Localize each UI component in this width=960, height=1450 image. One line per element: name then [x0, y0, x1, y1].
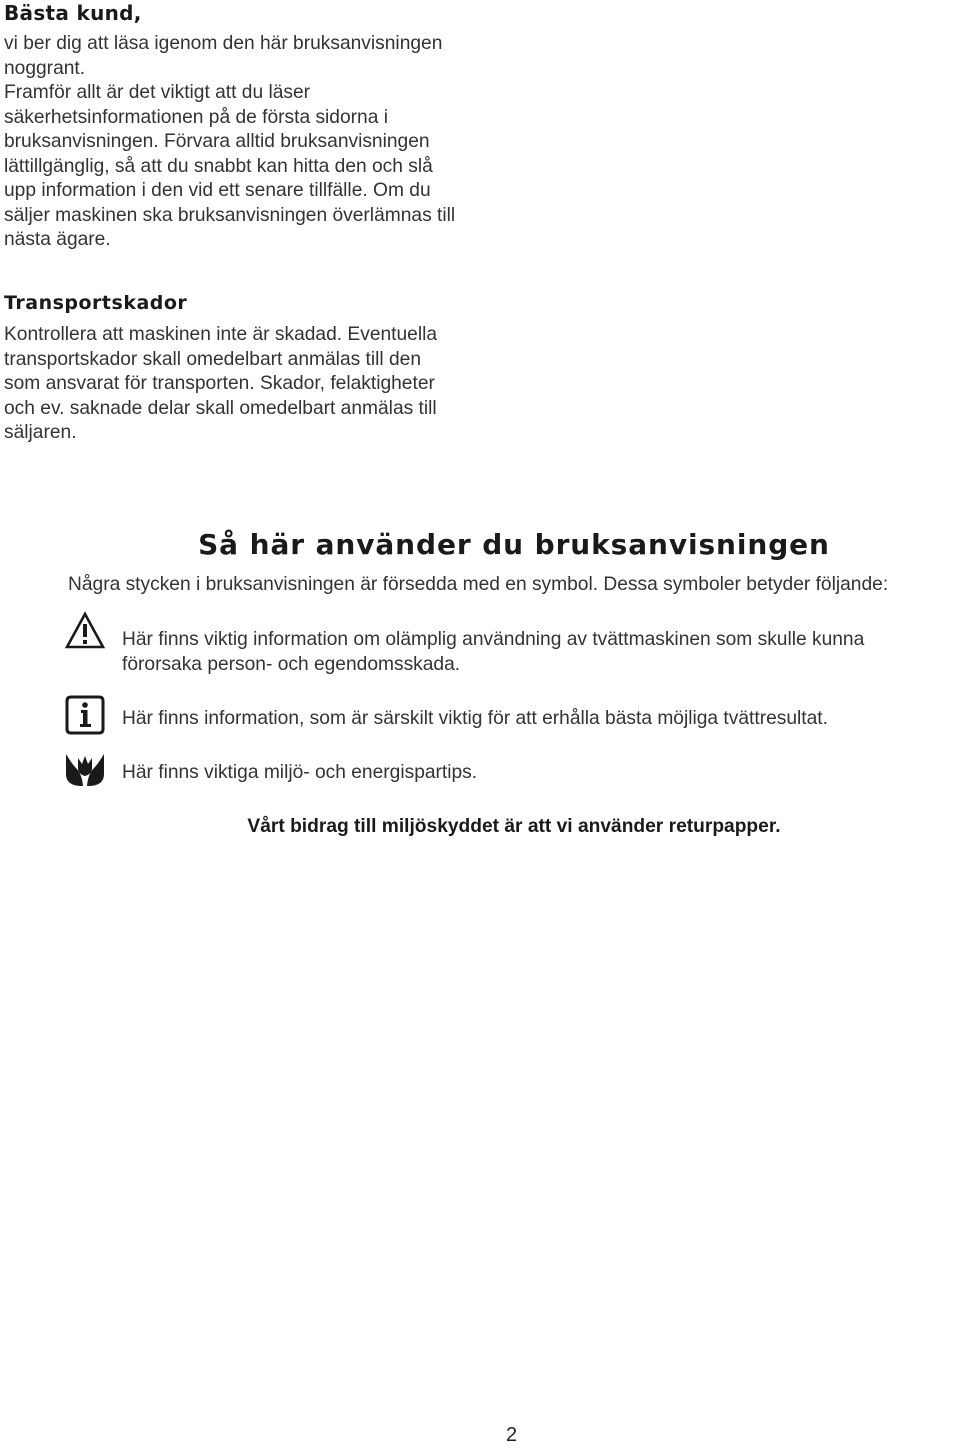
- symbol-description: [122, 706, 828, 731]
- intro-paragraph: [4, 32, 524, 253]
- text-line: noggrant.: [4, 57, 86, 79]
- text-line: Framför allt är det viktigt att du läser: [4, 82, 311, 103]
- usage-intro: Några stycken i bruksanvisningen är försedda med en symbol. Dessa symboler betyder följande:: [68, 574, 889, 595]
- text-line: lättillgänglig, så att du snabbt kan hitta den och slå: [4, 155, 433, 177]
- environment-flower-icon: [64, 752, 106, 788]
- text-line: Kontrollera att maskinen inte är skadad. Eventuella: [4, 324, 438, 345]
- footer-note: Vårt bidrag till miljöskyddet är att vi använder returpapper.: [247, 816, 781, 837]
- text-line: vi ber dig att läsa igenom den här bruksanvisningen: [4, 33, 443, 54]
- warning-triangle-icon: [64, 611, 106, 651]
- symbol-description: [122, 760, 477, 785]
- usage-heading: Så här använder du bruksanvisningen: [198, 528, 830, 561]
- text-line: Här finns information, som är särskilt viktig för att erhålla bästa möjliga tvättresultat.: [122, 708, 828, 729]
- text-line: och ev. saknade delar skall omedelbart anmälas till: [4, 397, 437, 419]
- page-number: 2: [506, 1424, 518, 1446]
- text-line: transportskador skall omedelbart anmälas till den: [4, 348, 422, 370]
- text-line: upp information i den vid ett senare tillfälle. Om du: [4, 180, 431, 201]
- greeting-heading: Bästa kund,: [4, 1, 142, 25]
- text-line: nästa ägare.: [4, 229, 111, 250]
- text-line: säkerhetsinformationen på de första sidorna i: [4, 106, 388, 128]
- text-line: Här finns viktiga miljö- och energispartips.: [122, 762, 478, 783]
- transport-paragraph: [4, 323, 524, 446]
- info-icon: [65, 695, 105, 735]
- text-line: säljer maskinen ska bruksanvisningen överlämnas till: [4, 204, 456, 226]
- text-line: som ansvarat för transporten. Skador, felaktigheter: [4, 373, 435, 394]
- transport-heading: Transportskador: [4, 292, 188, 314]
- text-line: Här finns viktig information om olämplig användning av tvättmaskinen som skulle kunna: [122, 629, 865, 650]
- symbol-description: [122, 627, 952, 677]
- text-line: bruksanvisningen. Förvara alltid bruksanvisningen: [4, 131, 430, 152]
- text-line: säljaren.: [4, 422, 77, 443]
- text-line: förorsaka person- och egendomsskada.: [122, 654, 461, 675]
